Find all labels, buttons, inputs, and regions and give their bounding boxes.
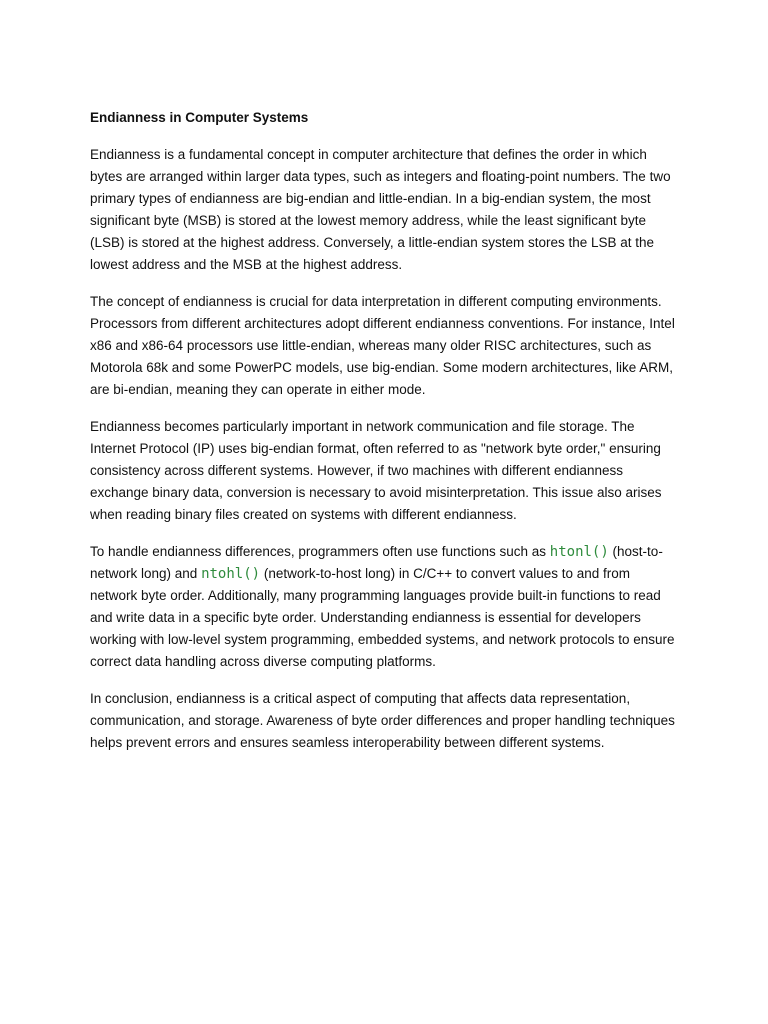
document-title: Endianness in Computer Systems [90,110,309,125]
document-page [90,108,680,769]
paragraph-functions-text-2: (host-to-network long) and [90,544,663,581]
paragraph-functions-text-3: (network-to-host long) in C/C++ to convert values to and from network byte order. Additionally, many programming languages provide built-in functions to read and write data in a specific byte order. Understanding endianness is essential for developers working with low-level system programming, embedded systems, and network protocols to ensure correct data handling across diverse computing platforms. [90,566,675,669]
paragraph-conclusion: In conclusion, endianness is a critical aspect of computing that affects data representation, communication, and storage. Awareness of byte order differences and proper handling techniques helps prevent errors and ensures seamless interoperability between different systems. [90,691,675,750]
paragraph-architectures: The concept of endianness is crucial for data interpretation in different computing environments. Processors from different architectures adopt different endianness conventions. For instance, Intel x86 and x86-64 processors use little-endian, whereas many older RISC architectures, such as Motorola 68k and some PowerPC models, use big-endian. Some modern architectures, like ARM, are bi-endian, meaning they can operate in either mode. [90,294,675,397]
paragraph-functions-text-1: To handle endianness differences, programmers often use functions such as [90,544,550,559]
code-ntohl: ntohl() [201,566,261,582]
paragraph-functions [90,541,680,673]
paragraph-network: Endianness becomes particularly important in network communication and file storage. The Internet Protocol (IP) uses big-endian format, often referred to as "network byte order," ensuring consistency across different systems. However, if two machines with different endianness exchange binary data, conversion is necessary to avoid misinterpretation. This issue also arises when reading binary files created on systems with different endianness. [90,419,662,522]
paragraph-intro: Endianness is a fundamental concept in computer architecture that defines the order in which bytes are arranged within larger data types, such as integers and floating-point numbers. The two primary types of endianness are big-endian and little-endian. In a big-endian system, the most significant byte (MSB) is stored at the lowest memory address, while the least significant byte (LSB) is stored at the highest address. Conversely, a little-endian system stores the LSB at the lowest address and the MSB at the highest address. [90,147,671,272]
code-htonl: htonl() [549,544,609,560]
